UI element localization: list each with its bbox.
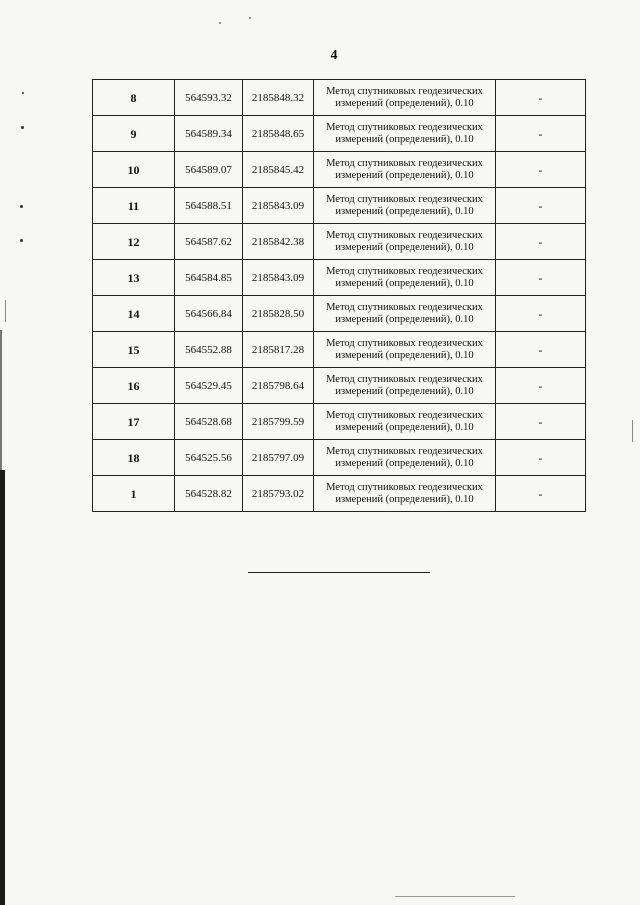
description-cell: - [496, 332, 586, 368]
method-cell [314, 260, 496, 296]
point-number-cell: 8 [93, 80, 175, 116]
scan-speck [20, 239, 23, 242]
y-coordinate-cell: 2185848.65 [243, 116, 314, 152]
description-cell: - [496, 116, 586, 152]
method-line: Метод спутниковых геодезических [326, 157, 483, 169]
method-line: Метод спутниковых геодезических [326, 481, 483, 493]
description-cell: - [496, 440, 586, 476]
table-row [93, 404, 586, 440]
method-cell [314, 368, 496, 404]
x-coordinate-cell: 564587.62 [175, 224, 243, 260]
point-number-cell: 18 [93, 440, 175, 476]
table-row [93, 116, 586, 152]
x-coordinate-cell: 564552.88 [175, 332, 243, 368]
scan-speck [22, 92, 24, 94]
method-line: измерений (определений), 0.10 [335, 133, 474, 145]
scan-mark [5, 300, 6, 322]
method-cell [314, 188, 496, 224]
x-coordinate-cell: 564525.56 [175, 440, 243, 476]
description-cell: - [496, 260, 586, 296]
y-coordinate-cell: 2185845.42 [243, 152, 314, 188]
description-cell: - [496, 188, 586, 224]
y-coordinate-cell: 2185798.64 [243, 368, 314, 404]
coordinates-table-body [93, 80, 586, 512]
method-line: измерений (определений), 0.10 [335, 205, 474, 217]
y-coordinate-cell: 2185843.09 [243, 260, 314, 296]
point-number-cell: 9 [93, 116, 175, 152]
point-number-cell: 1 [93, 476, 175, 512]
method-cell [314, 152, 496, 188]
method-cell [314, 296, 496, 332]
table-row [93, 296, 586, 332]
x-coordinate-cell: 564589.07 [175, 152, 243, 188]
scan-speck [249, 17, 251, 19]
point-number-cell: 16 [93, 368, 175, 404]
method-line: измерений (определений), 0.10 [335, 97, 474, 109]
method-line: Метод спутниковых геодезических [326, 265, 483, 277]
scan-speck [219, 22, 221, 24]
method-line: Метод спутниковых геодезических [326, 229, 483, 241]
method-line: измерений (определений), 0.10 [335, 169, 474, 181]
table-row [93, 332, 586, 368]
scan-mark [632, 420, 633, 442]
x-coordinate-cell: 564588.51 [175, 188, 243, 224]
method-cell [314, 404, 496, 440]
method-line: измерений (определений), 0.10 [335, 493, 474, 505]
table-row [93, 188, 586, 224]
coordinates-table [92, 79, 586, 512]
table-row [93, 476, 586, 512]
method-line: Метод спутниковых геодезических [326, 301, 483, 313]
point-number-cell: 11 [93, 188, 175, 224]
table-row [93, 80, 586, 116]
table-row [93, 260, 586, 296]
end-rule [248, 572, 430, 573]
method-line: Метод спутниковых геодезических [326, 409, 483, 421]
method-line: Метод спутниковых геодезических [326, 373, 483, 385]
method-line: измерений (определений), 0.10 [335, 313, 474, 325]
y-coordinate-cell: 2185799.59 [243, 404, 314, 440]
y-coordinate-cell: 2185828.50 [243, 296, 314, 332]
x-coordinate-cell: 564529.45 [175, 368, 243, 404]
method-cell [314, 440, 496, 476]
method-line: Метод спутниковых геодезических [326, 445, 483, 457]
description-cell: - [496, 224, 586, 260]
y-coordinate-cell: 2185793.02 [243, 476, 314, 512]
y-coordinate-cell: 2185797.09 [243, 440, 314, 476]
method-line: Метод спутниковых геодезических [326, 121, 483, 133]
method-line: измерений (определений), 0.10 [335, 385, 474, 397]
table-row [93, 440, 586, 476]
description-cell: - [496, 80, 586, 116]
point-number-cell: 10 [93, 152, 175, 188]
method-cell [314, 224, 496, 260]
point-number-cell: 12 [93, 224, 175, 260]
x-coordinate-cell: 564589.34 [175, 116, 243, 152]
method-line: измерений (определений), 0.10 [335, 277, 474, 289]
description-cell: - [496, 296, 586, 332]
method-line: измерений (определений), 0.10 [335, 349, 474, 361]
method-line: измерений (определений), 0.10 [335, 241, 474, 253]
method-line: измерений (определений), 0.10 [335, 457, 474, 469]
method-cell [314, 80, 496, 116]
x-coordinate-cell: 564528.82 [175, 476, 243, 512]
method-line: измерений (определений), 0.10 [335, 421, 474, 433]
description-cell: - [496, 404, 586, 440]
scan-edge-shadow [0, 470, 5, 905]
table-row [93, 224, 586, 260]
scan-speck [20, 205, 23, 208]
scan-mark [395, 896, 515, 897]
description-cell: - [496, 152, 586, 188]
method-line: Метод спутниковых геодезических [326, 85, 483, 97]
x-coordinate-cell: 564593.32 [175, 80, 243, 116]
method-cell [314, 116, 496, 152]
point-number-cell: 13 [93, 260, 175, 296]
scan-edge-shadow-light [0, 330, 2, 470]
y-coordinate-cell: 2185817.28 [243, 332, 314, 368]
y-coordinate-cell: 2185848.32 [243, 80, 314, 116]
method-cell [314, 332, 496, 368]
x-coordinate-cell: 564528.68 [175, 404, 243, 440]
description-cell: - [496, 476, 586, 512]
table-row [93, 152, 586, 188]
table-row [93, 368, 586, 404]
scan-speck [21, 126, 24, 129]
x-coordinate-cell: 564584.85 [175, 260, 243, 296]
description-cell: - [496, 368, 586, 404]
y-coordinate-cell: 2185843.09 [243, 188, 314, 224]
point-number-cell: 14 [93, 296, 175, 332]
point-number-cell: 17 [93, 404, 175, 440]
method-cell [314, 476, 496, 512]
point-number-cell: 15 [93, 332, 175, 368]
method-line: Метод спутниковых геодезических [326, 193, 483, 205]
page-number: 4 [330, 48, 338, 63]
x-coordinate-cell: 564566.84 [175, 296, 243, 332]
y-coordinate-cell: 2185842.38 [243, 224, 314, 260]
method-line: Метод спутниковых геодезических [326, 337, 483, 349]
